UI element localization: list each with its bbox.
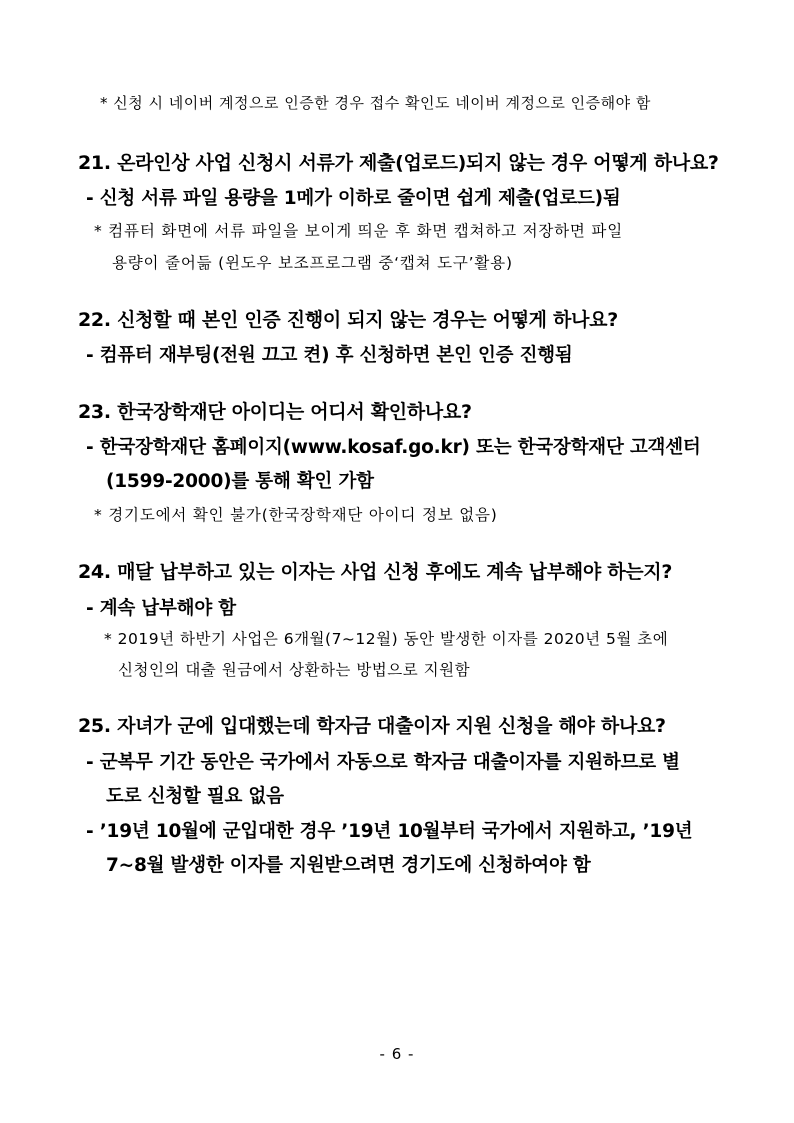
question-25-answer-1-line-2: 도로 신청할 필요 없음 [106, 786, 284, 807]
question-21-answer: - 신청 서류 파일 용량을 1메가 이하로 줄이면 쉽게 제출(업로드)됨 [86, 188, 621, 209]
question-23-answer-line-2: (1599-2000)를 통해 확인 가함 [106, 471, 374, 492]
question-24-note-line-1: * 2019년 하반기 사업은 6개월(7~12월) 동안 발생한 이자를 2020년 5월 초에 [104, 630, 669, 648]
question-21-title: 21. 온라인상 사업 신청시 서류가 제출(업로드)되지 않는 경우 어떻게 하나요? [78, 152, 719, 174]
question-23-answer-line-1: - 한국장학재단 홈페이지(www.kosaf.go.kr) 또는 한국장학재단 고객센터 [86, 437, 701, 458]
question-21-note-line-1: * 컴퓨터 화면에 서류 파일을 보이게 띄운 후 화면 캡쳐하고 저장하면 파일 [94, 222, 623, 240]
question-24-answer: - 계속 납부해야 함 [86, 598, 236, 619]
question-25-answer-2-line-2: 7~8월 발생한 이자를 지원받으려면 경기도에 신청하여야 함 [106, 855, 591, 876]
question-22-answer: - 컴퓨터 재부팅(전원 끄고 켠) 후 신청하면 본인 인증 진행됨 [86, 345, 573, 366]
page-number: - 6 - [379, 1045, 415, 1063]
question-22-title: 22. 신청할 때 본인 인증 진행이 되지 않는 경우는 어떻게 하나요? [78, 309, 618, 331]
question-25-title: 25. 자녀가 군에 입대했는데 학자금 대출이자 지원 신청을 해야 하나요? [78, 715, 666, 737]
question-25-answer-2-line-1: - ’19년 10월에 군입대한 경우 ’19년 10월부터 국가에서 지원하고, ’19년 [86, 821, 693, 842]
question-25-answer-1-line-1: - 군복무 기간 동안은 국가에서 자동으로 학자금 대출이자를 지원하므로 별 [86, 752, 680, 773]
question-23-note: * 경기도에서 확인 불가(한국장학재단 아이디 정보 없음) [94, 506, 498, 524]
question-24-title: 24. 매달 납부하고 있는 이자는 사업 신청 후에도 계속 납부해야 하는지? [78, 561, 673, 583]
top-note: * 신청 시 네이버 계정으로 인증한 경우 접수 확인도 네이버 계정으로 인증해야 함 [100, 94, 651, 112]
question-24-note-line-2: 신청인의 대출 원금에서 상환하는 방법으로 지원함 [118, 661, 471, 679]
question-23-title: 23. 한국장학재단 아이디는 어디서 확인하나요? [78, 401, 472, 423]
question-21-note-line-2: 용량이 줄어듦 (윈도우 보조프로그램 중‘캡쳐 도구’활용) [112, 254, 513, 272]
